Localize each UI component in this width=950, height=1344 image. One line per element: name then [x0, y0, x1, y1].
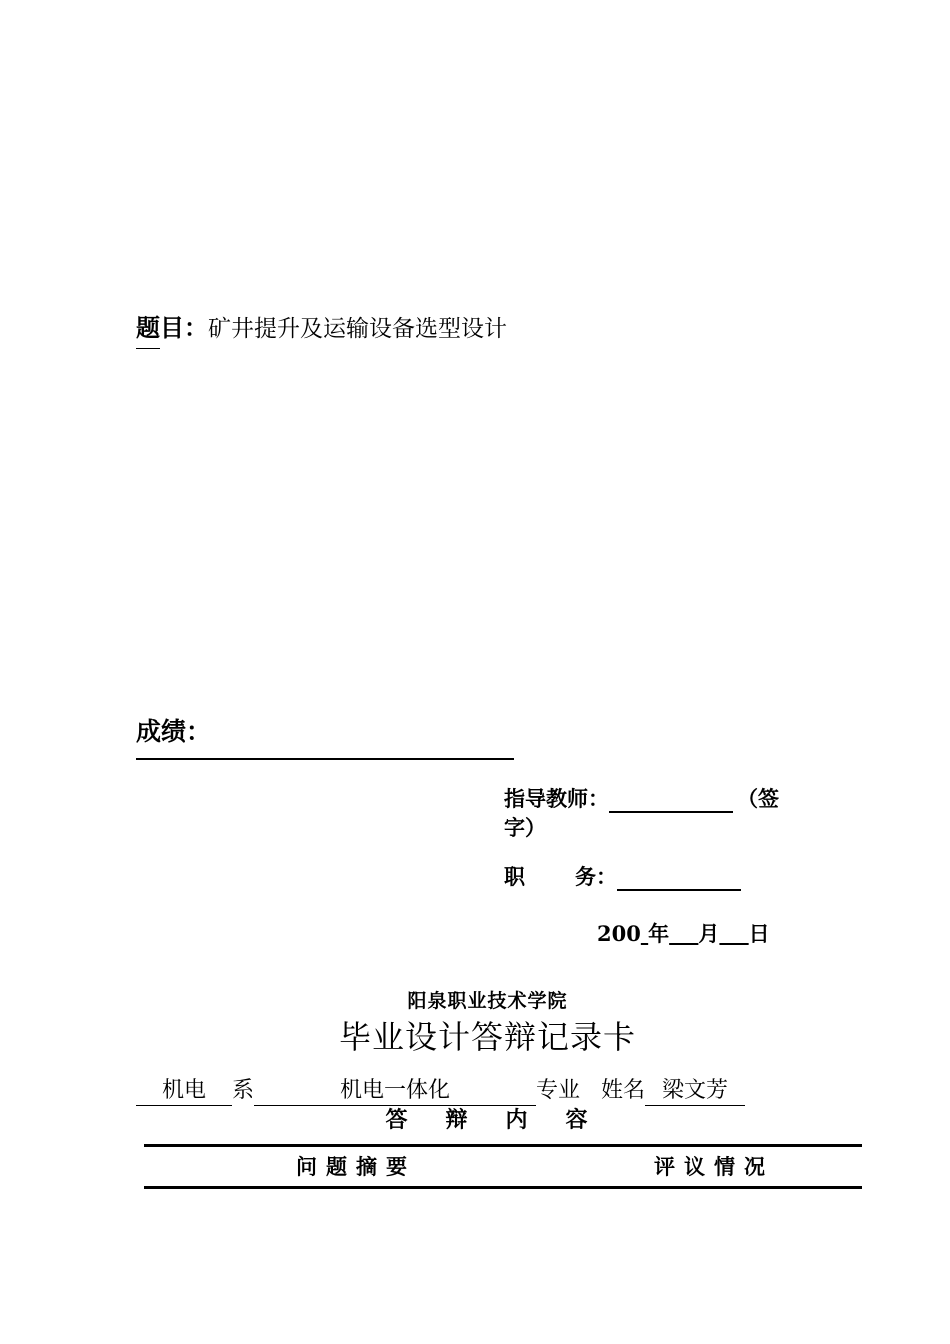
score-blank-line: [136, 758, 514, 760]
thesis-title: [136, 308, 507, 343]
advisor-signature-row: [504, 783, 779, 813]
section-heading: [0, 1103, 950, 1134]
duty-label-part-2: 务：: [575, 864, 617, 889]
table-header-bottom-rule: [144, 1186, 862, 1189]
duty-label-part-1: 职: [504, 864, 525, 889]
section-heading-char: 容: [565, 1107, 590, 1133]
sign-note-close: 字）: [504, 815, 546, 840]
major-name: 机电一体化: [254, 1073, 536, 1106]
card-title: 毕业设计答辩记录卡: [338, 1018, 636, 1056]
department-name: 机电: [136, 1073, 232, 1106]
section-heading-char: 答: [385, 1107, 410, 1133]
column-header-evaluation: 评议情况: [654, 1154, 774, 1179]
name-label: 姓名: [601, 1078, 646, 1103]
department-suffix: 系: [232, 1078, 255, 1103]
advisor-label: 指导教师：: [504, 786, 609, 811]
school-name: 阳泉职业技术学院: [407, 990, 568, 1012]
student-info-row: [136, 1073, 745, 1106]
date-row: [597, 918, 770, 948]
column-header-question-summary: 问题摘要: [296, 1154, 416, 1179]
date-year: 200: [597, 921, 641, 946]
advisor-blank: [609, 789, 733, 813]
score-label: 成绩：: [136, 717, 212, 746]
date-day-unit: 日: [748, 921, 770, 946]
section-heading-char: 辩: [445, 1107, 470, 1133]
date-year-unit: 年: [648, 921, 670, 946]
duty-blank: [617, 867, 741, 891]
student-name: 梁文芳: [645, 1073, 745, 1106]
table-top-rule: [144, 1144, 862, 1147]
duty-row: [504, 861, 741, 891]
major-suffix: 专业: [536, 1078, 581, 1103]
thesis-title-value: 矿井提升及运输设备选型设计: [208, 316, 507, 342]
date-month-unit: 月: [698, 921, 720, 946]
thesis-title-label: 题目：: [136, 313, 208, 342]
section-heading-char: 内: [505, 1107, 530, 1133]
sign-note-open: （签: [737, 786, 779, 811]
title-underline-fragment: [136, 348, 160, 349]
duty-label: [504, 864, 617, 889]
